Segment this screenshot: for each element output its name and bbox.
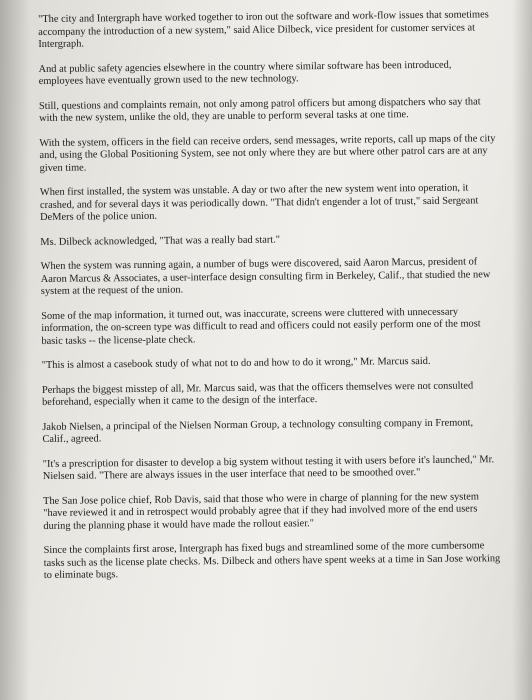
article-page	[38, 9, 502, 594]
paragraph-nielsen: Jakob Nielsen, a principal of the Nielsen Norman Group, a technology consulting company in Fremont, Calif., agreed.	[42, 416, 474, 445]
paragraph-public-safety: And at public safety agencies elsewhere in the country where similar software has been introduced, employees have eventually grown used to the new technology.	[38, 59, 452, 87]
paragraph-system-features: With the system, officers in the field can receive orders, send messages, write reports, call up maps of the city and, using the Global Positioning System, see not only where they are but where other patrol cars are at any given time.	[39, 132, 496, 174]
paragraph-dilbeck-quote: "The city and Intergraph have worked together to iron out the software and work-flow issues that sometimes accompany the introduction of a new system," said Alice Dilbeck, vice president for customer services at Intergraph.	[38, 9, 489, 50]
paragraph-police-chief: The San Jose police chief, Rob Davis, said that those who were in charge of planning for the new system "have reviewed it and in retrospect would probably agree that if they had involved more of the end users during the planning phase it would have made the rollout easier."	[43, 490, 479, 532]
page-shadow-right	[512, 0, 532, 700]
paragraph-unstable: When first installed, the system was unstable. A day or two after the new system went into operation, it crashed, and for several days it was periodically down. "That didn't engender a lot of trust," said Sergeant DeMers of the police union.	[39, 182, 479, 223]
paragraph-complaints: Still, questions and complaints remain, not only among patrol officers but among dispatchers who say that with the new system, unlike the old, they are unable to perform several tasks at one time.	[38, 95, 481, 124]
paragraph-misstep: Perhaps the biggest misstep of all, Mr. Marcus said, was that the officers themselves were not consulted beforehand, especially when it came to the design of the interface.	[41, 379, 474, 408]
paragraph-bad-start: Ms. Dilbeck acknowledged, "That was a really bad start."	[40, 233, 281, 248]
page-shadow-left	[0, 0, 30, 700]
paragraph-prescription: "It's a prescription for disaster to develop a big system without testing it with users before it's launched," Mr. Nielsen said. "There are always issues in the user interface that need to be smoothed over."	[42, 453, 495, 482]
paragraph-casebook: "This is almost a casebook study of what not to do and how to do it wrong," Mr. Marcus said.	[41, 355, 431, 371]
paragraph-fixes: Since the complaints first arose, Intergraph has fixed bugs and streamlined some of the more cumbersome tasks such as the license plate checks. Ms. Dilbeck and others have spent weeks at a time in San Jose working to eliminate bugs.	[43, 540, 501, 581]
paragraph-map-info: Some of the map information, it turned out, was inaccurate, screens were cluttered with unnecessary information, the on-screen type was difficult to read and officers could not easily perform one of the most basic tasks -- the license-plate check.	[41, 306, 481, 347]
paragraph-bugs: When the system was running again, a number of bugs were discovered, said Aaron Marcus, president of Aaron Marcus & Associates, a user-interface design consulting firm in Berkeley, Calif., that studied the new system at the request of the union.	[40, 256, 491, 297]
